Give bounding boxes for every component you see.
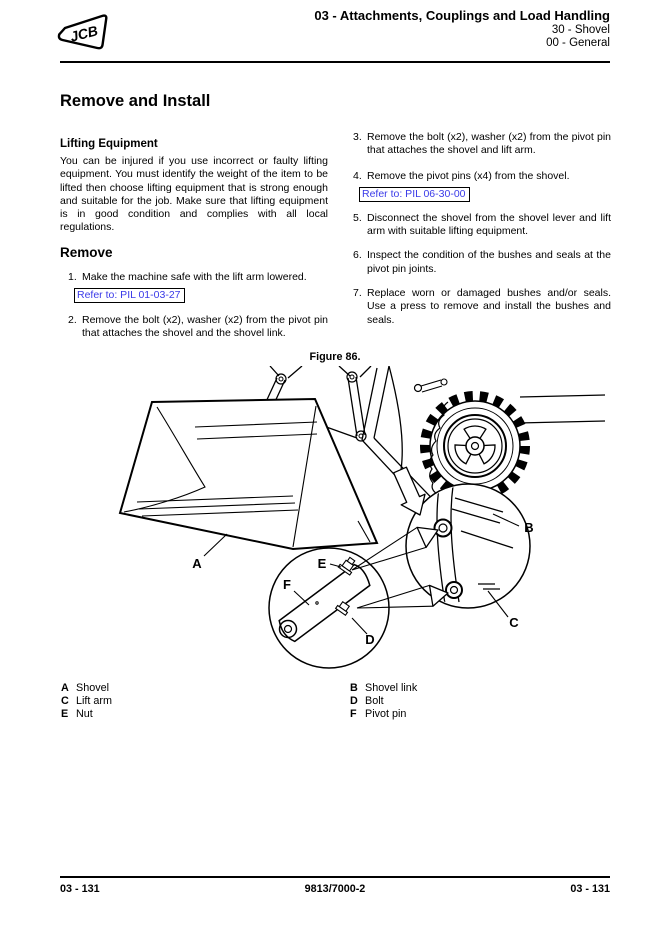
page-title: Remove and Install <box>60 92 211 110</box>
subsection-title: 00 - General <box>546 37 610 49</box>
lift-arm-detail-circle <box>406 484 530 616</box>
upper-pivot-bolt <box>435 520 452 537</box>
step-1 <box>60 271 328 284</box>
figure-caption: Figure 86. <box>309 351 361 363</box>
footer-rule <box>60 876 610 878</box>
step-2 <box>60 314 328 341</box>
legend-key-b: B <box>350 682 358 694</box>
legend-label-b: Shovel link <box>365 682 418 694</box>
legend-right-column <box>350 682 417 721</box>
step-4-text: Remove the pivot pins (x4) from the shovel. <box>367 169 570 182</box>
step-3-text: Remove the bolt (x2), washer (x2) from the pivot pin that attaches the shovel and lift arm. <box>367 131 611 157</box>
down-arrow <box>394 467 425 515</box>
legend-key-e: E <box>61 708 69 720</box>
legend-item-f <box>350 708 417 721</box>
step-3 <box>345 131 611 158</box>
step-2-number: 2. <box>68 314 77 327</box>
step-5-text: Disconnect the shovel from the shovel lever and lift arm with suitable lifting equipment. <box>367 211 611 238</box>
callout-e: E <box>317 556 327 571</box>
step-5 <box>345 212 611 239</box>
callout-b: B <box>524 520 534 535</box>
legend-key-c: C <box>61 695 69 707</box>
remove-heading: Remove <box>60 244 113 260</box>
step-2-text: Remove the bolt (x2), washer (x2) from the pivot pin that attaches the shovel and the shovel link. <box>82 314 328 340</box>
legend-key-a: A <box>61 682 69 694</box>
lower-pivot-bolt <box>446 582 462 598</box>
figure-86-drawing <box>55 366 605 676</box>
legend-item-b <box>350 682 417 695</box>
legend-key-d: D <box>350 695 358 707</box>
step-1-text: Make the machine safe with the lift arm lowered. <box>82 270 307 283</box>
step-7 <box>345 287 611 327</box>
section-title: 30 - Shovel <box>551 24 610 36</box>
jcb-logo <box>53 10 115 65</box>
shovel-bucket <box>120 399 377 549</box>
step-6-text: Inspect the condition of the bushes and seals at the pivot pin joints. <box>367 249 611 275</box>
chapter-title: 03 - Attachments, Couplings and Load Handling <box>314 8 610 23</box>
header-rule <box>60 61 610 63</box>
callout-d: D <box>365 632 375 647</box>
step-6 <box>345 249 611 276</box>
refer-link-pil-01-03-27[interactable]: Refer to: PIL 01-03-27 <box>74 288 185 303</box>
legend-label-c: Lift arm <box>76 695 112 707</box>
lifting-equipment-heading: Lifting Equipment <box>60 138 158 150</box>
legend-label-f: Pivot pin <box>365 708 407 720</box>
callout-f: F <box>283 577 291 592</box>
step-4 <box>345 170 611 183</box>
legend-left-column <box>61 682 112 721</box>
legend-key-f: F <box>350 708 357 720</box>
footer-page-number-right: 03 - 131 <box>570 883 610 895</box>
step-6-number: 6. <box>353 249 362 262</box>
step-1-number: 1. <box>68 270 77 283</box>
step-7-number: 7. <box>353 287 362 300</box>
legend-item-d <box>350 695 417 708</box>
refer-link-pil-06-30-00[interactable]: Refer to: PIL 06-30-00 <box>359 187 470 202</box>
legend-label-d: Bolt <box>365 695 384 707</box>
step-3-number: 3. <box>353 131 362 143</box>
step-4-number: 4. <box>353 169 362 182</box>
legend-item-a <box>61 682 112 695</box>
footer-doc-number: 9813/7000-2 <box>304 883 366 895</box>
callout-c: C <box>509 615 519 630</box>
step-5-number: 5. <box>353 211 362 224</box>
lifting-equipment-warning: You can be injured if you use incorrect or faulty lifting equipment. You must identify the weight of the item to be lifted then choose lifting equipment that is strong enough and suitable for the job. Make sure that lifting equipment is in good condition and complies with all local regulations. <box>60 155 328 234</box>
header-titles <box>314 8 610 50</box>
legend-label-e: Nut <box>76 708 93 720</box>
right-column <box>345 131 611 327</box>
legend-label-a: Shovel <box>76 682 110 694</box>
callout-a: A <box>192 556 202 571</box>
footer-page-number-left: 03 - 131 <box>60 883 100 895</box>
step-7-text: Replace worn or damaged bushes and/or seals. Use a press to remove and install the bushes and seals. <box>367 287 611 326</box>
jcb-logo-text: JCB <box>68 22 100 45</box>
legend-item-e <box>61 708 112 721</box>
legend-item-c <box>61 695 112 708</box>
left-column <box>60 92 328 341</box>
wheel <box>425 396 525 496</box>
